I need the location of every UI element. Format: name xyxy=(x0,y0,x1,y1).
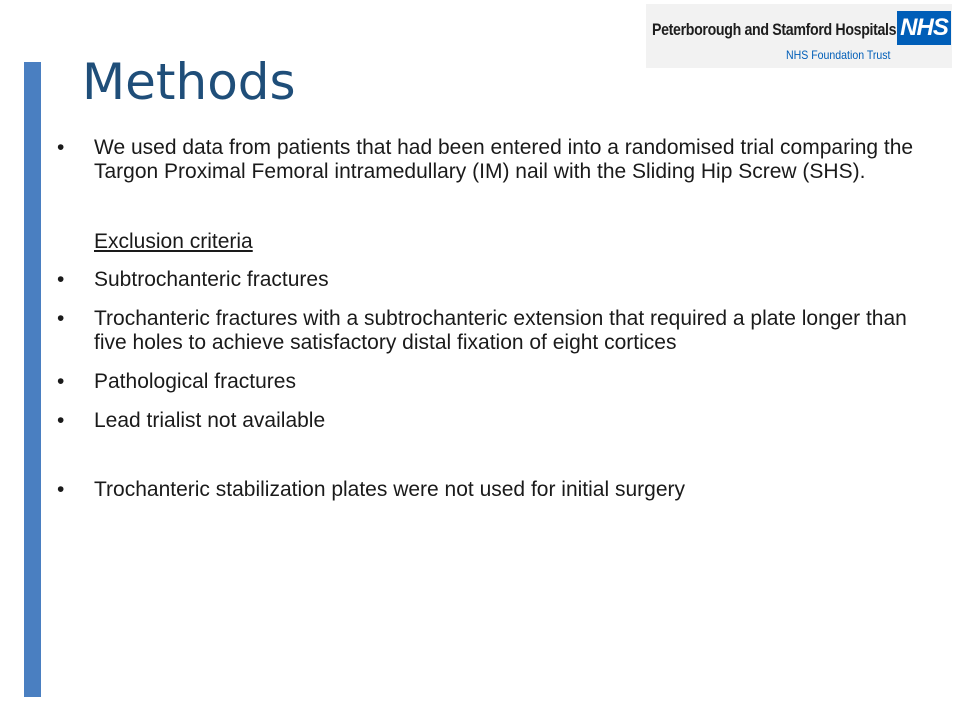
bullet-exclusion xyxy=(57,268,927,292)
bullet-dot: • xyxy=(57,370,65,393)
hospital-logo xyxy=(646,4,952,68)
bullet-final-note xyxy=(57,478,927,502)
bullet-dot: • xyxy=(57,478,65,501)
exclusion-heading: Exclusion criteria xyxy=(94,230,253,253)
final-note-text: Trochanteric stabilization plates were not used for initial surgery xyxy=(94,478,686,501)
accent-side-bar xyxy=(24,62,41,697)
nhs-badge: NHS xyxy=(897,11,951,45)
bullet-dot: • xyxy=(57,268,65,291)
intro-text: We used data from patients that had been entered into a randomised trial comparing the Targon Proximal Femoral intramedullary (IM) nail with the Sliding Hip Screw (SHS). xyxy=(94,136,914,183)
bullet-intro xyxy=(57,136,927,184)
slide-body xyxy=(57,136,927,502)
exclusion-text: Lead trialist not available xyxy=(94,409,326,432)
bullet-dot: • xyxy=(57,136,65,159)
bullet-exclusion xyxy=(57,409,927,433)
bullet-dot: • xyxy=(57,409,65,432)
exclusion-text: Pathological fractures xyxy=(94,370,296,393)
bullet-dot: • xyxy=(57,307,65,330)
logo-trust-name: NHS Foundation Trust xyxy=(786,48,891,62)
logo-organisation-name: Peterborough and Stamford Hospitals xyxy=(652,21,897,39)
bullet-exclusion xyxy=(57,370,927,394)
exclusion-text: Subtrochanteric fractures xyxy=(94,268,329,291)
exclusion-text: Trochanteric fractures with a subtrochanteric extension that required a plate longer than five holes to achieve satisfactory distal fixation of eight cortices xyxy=(94,307,907,354)
slide-title: Methods xyxy=(82,53,296,111)
bullet-exclusion xyxy=(57,307,927,355)
